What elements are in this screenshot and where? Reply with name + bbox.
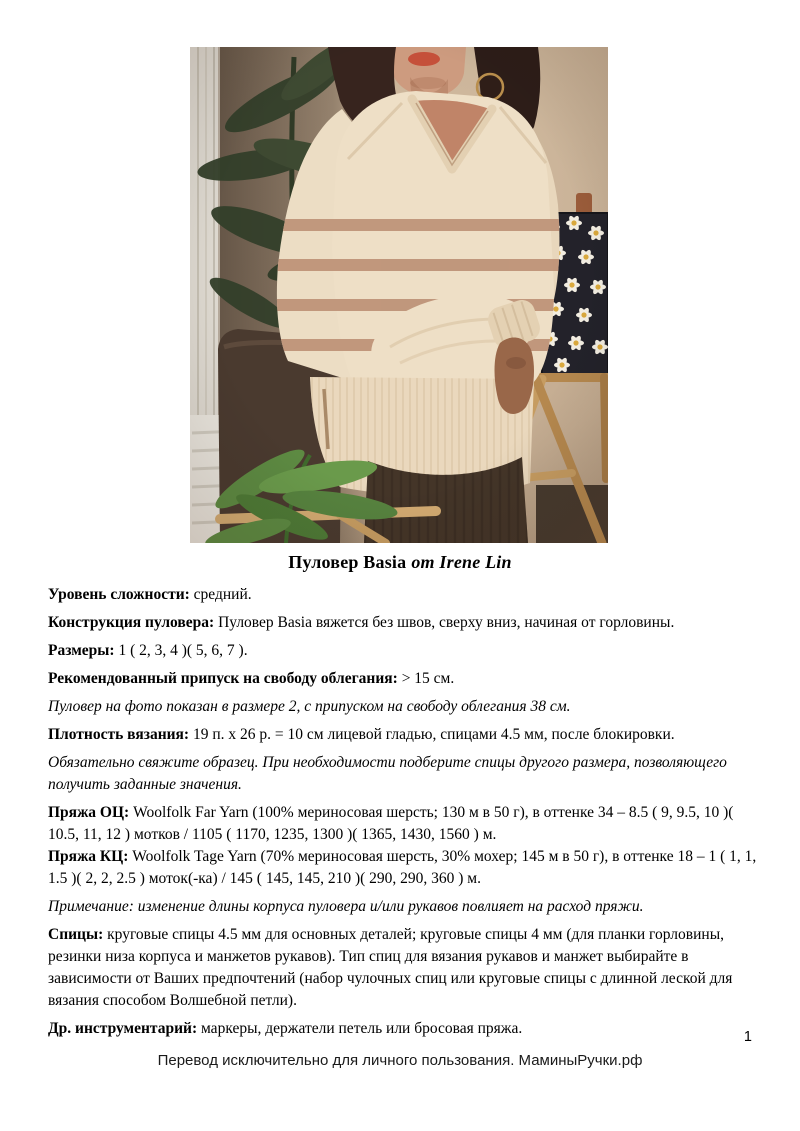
paragraph-needles: Спицы: круговые спицы 4.5 мм для основных деталей; круговые спицы 4 мм (для планки горловины, резинки низа корпуса и манжетов рукавов). Тип спиц для вязания рукавов и манжет выбирайте в зависимости от Ваших предпочтений (набор чулочных спиц или круговые спицы с длинной леской для вязания способом Волшебной петли). <box>48 926 733 1009</box>
paragraph-label: Уровень сложности: <box>48 586 190 603</box>
paragraph-ease: Рекомендованный припуск на свободу облегания: > 15 см. <box>48 670 455 687</box>
page-title <box>0 552 800 573</box>
photo-vignette <box>190 47 608 543</box>
paragraph-construction: Конструкция пуловера: Пуловер Basia вяжется без швов, сверху вниз, начиная от горловины. <box>48 614 675 631</box>
paragraph-label: Др. инструментарий: <box>48 1020 198 1037</box>
paragraph-sizes: Размеры: 1 ( 2, 3, 4 )( 5, 6, 7 ). <box>48 642 248 659</box>
paragraph-gauge: Плотность вязания: 19 п. х 26 р. = 10 см лицевой гладью, спицами 4.5 мм, после блокировки. <box>48 726 675 743</box>
paragraph-photo-size-note: Пуловер на фото показан в размере 2, с припуском на свободу облегания 38 см. <box>48 698 571 715</box>
title-pattern-name: Пуловер Basia <box>288 552 407 572</box>
paragraph-label: Спицы: <box>48 926 104 943</box>
paragraph-yarn-note: Примечание: изменение длины корпуса пуловера и/или рукавов повлияет на расход пряжи. <box>48 898 644 915</box>
pattern-details <box>48 584 757 1046</box>
paragraph-swatch-note: Обязательно свяжите образец. При необходимости подберите спицы другого размера, позволяющего получить заданные значения. <box>48 754 727 793</box>
paragraph-difficulty-level: Уровень сложности: средний. <box>48 586 252 603</box>
sweater-photo-art <box>190 47 608 543</box>
paragraph-label: Конструкция пуловера: <box>48 614 215 631</box>
sweater-photo <box>190 47 608 543</box>
paragraph-label: Пряжа КЦ: <box>48 848 129 865</box>
title-author: от Irene Lin <box>411 552 512 572</box>
footer-note: Перевод исключительно для личного пользования. МаминыРучки.рф <box>157 1052 643 1069</box>
paragraph-other-tools: Др. инструментарий: маркеры, держатели петель или бросовая пряжа. <box>48 1020 523 1037</box>
paragraph-yarn-main: Пряжа ОЦ: Woolfolk Far Yarn (100% мериносовая шерсть; 130 м в 50 г), в оттенке 34 – 8.5 ( 9, 9.5, 10 )( 10.5, 11, 12 ) мотков / 1105 ( 1170, 1235, 1300 )( 1365, 1430, 1560 ) м. <box>48 804 734 843</box>
page-number: 1 <box>743 1029 752 1045</box>
paragraph-label: Рекомендованный припуск на свободу облегания: <box>48 670 398 687</box>
paragraph-label: Пряжа ОЦ: <box>48 804 130 821</box>
paragraph-label: Размеры: <box>48 642 115 659</box>
paragraph-label: Плотность вязания: <box>48 726 190 743</box>
paragraph-yarn-contrast: Пряжа КЦ: Woolfolk Tage Yarn (70% мериносовая шерсть, 30% мохер; 145 м в 50 г), в оттенке 18 – 1 ( 1, 1, 1.5 )( 2, 2, 2.5 ) моток(-ка) / 145 ( 145, 145, 210 )( 290, 290, 360 ) м. <box>48 848 757 887</box>
